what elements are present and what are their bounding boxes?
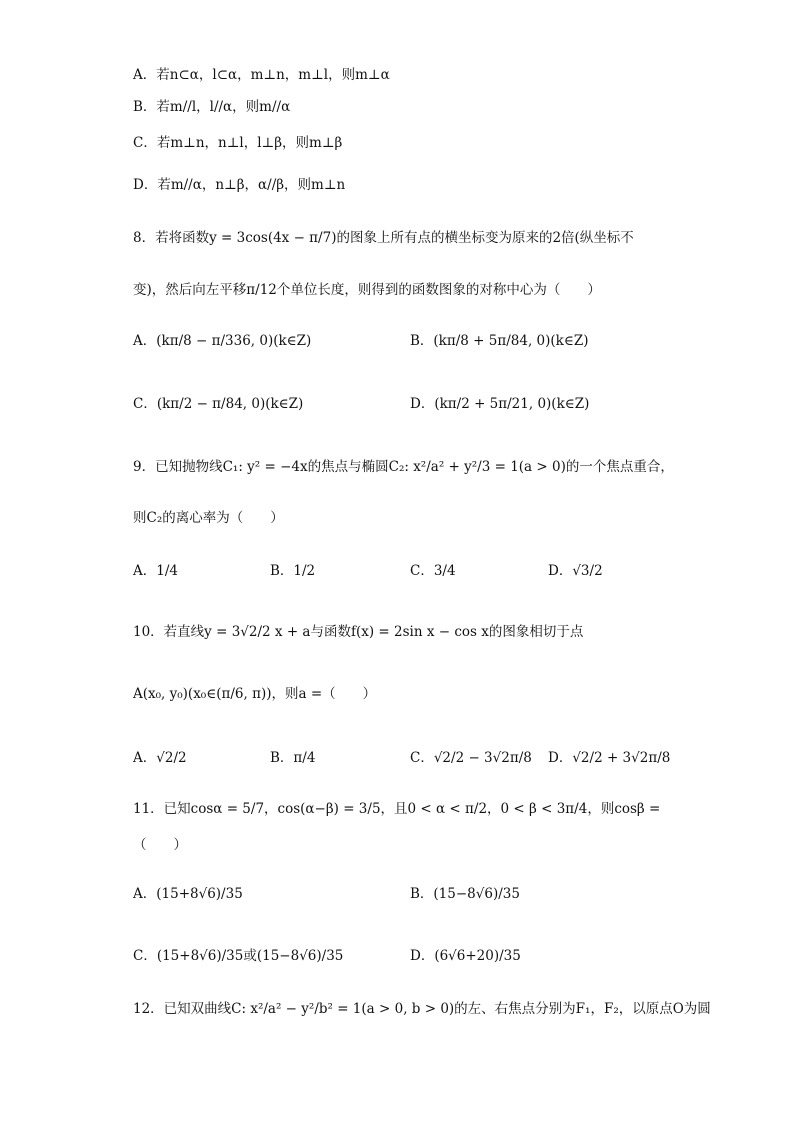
q9-option-c-text: C．3/4: [410, 563, 456, 579]
q11-option-c: [133, 946, 343, 966]
q8-option-b: [410, 331, 589, 351]
q8-option-b-text: B．(kπ/8 + 5π/84, 0)(k∈Z): [410, 333, 589, 349]
q7-option-b: [133, 97, 290, 117]
q10-option-b: [270, 748, 315, 768]
q9-option-d-text: D．√3/2: [548, 563, 603, 579]
q11-option-a-text: A．(15+8√6)/35: [133, 886, 243, 902]
q8-option-d: [410, 394, 589, 414]
q10-option-a-text: A．√2/2: [133, 750, 187, 766]
q10-stem-line1: [133, 622, 583, 642]
q8-option-a: [133, 331, 311, 351]
q7-option-b-text: B．若m//l，l//α，则m//α: [133, 99, 291, 115]
q10-option-d-text: D．√2/2 + 3√2π/8: [548, 750, 671, 766]
q10-stem-line2: [133, 684, 376, 704]
q8-stem-line2-text: 变)，然后向左平移π/12个单位长度，则得到的函数图象的对称中心为（ ）: [133, 282, 601, 298]
q9-option-a-text: A．1/4: [133, 563, 178, 579]
q11-stem-line1: [133, 799, 660, 819]
q9-option-d: [548, 561, 603, 581]
q9-option-c: [410, 561, 456, 581]
q9-stem-line1: [133, 457, 674, 477]
q8-option-c-text: C．(kπ/2 − π/84, 0)(k∈Z): [133, 396, 304, 412]
q7-option-a: [133, 65, 390, 85]
q10-option-c-text: C．√2/2 − 3√2π/8: [410, 750, 532, 766]
q7-option-a-text: A．若n⊂α，l⊂α，m⊥n，m⊥l，则m⊥α: [133, 67, 390, 83]
q8-stem-line2: [133, 280, 601, 300]
q7-option-d-text: D．若m//α，n⊥β，α//β，则m⊥n: [133, 177, 346, 193]
q11-option-d: [410, 946, 521, 966]
q11-option-c-text: C．(15+8√6)/35或(15−8√6)/35: [133, 948, 344, 964]
q11-option-b-text: B．(15−8√6)/35: [410, 886, 520, 902]
q9-option-b: [270, 561, 315, 581]
q9-stem-line1-text: 9．已知抛物线C₁: y² = −4x的焦点与椭圆C₂: x²/a² + y²/3 = 1(a > 0)的一个焦点重合，: [133, 459, 674, 475]
q9-stem-line2: [133, 508, 284, 528]
q9-option-a: [133, 561, 178, 581]
q10-stem-line2-text: A(x₀, y₀)(x₀∈(π/6, π))，则a =（ ）: [133, 686, 377, 702]
q11-stem-line2: [133, 835, 187, 855]
q8-stem-line1-text: 8．若将函数y = 3cos(4x − π/7)的图象上所有点的横坐标变为原来的2倍(纵坐标不: [133, 230, 634, 246]
q8-option-d-text: D．(kπ/2 + 5π/21, 0)(k∈Z): [410, 396, 590, 412]
q11-option-d-text: D．(6√6+20)/35: [410, 948, 521, 964]
q10-stem-line1-text: 10．若直线y = 3√2/2 x + a与函数f(x) = 2sin x − cos x的图象相切于点: [133, 624, 584, 640]
q7-option-c-text: C．若m⊥n，n⊥l，l⊥β，则m⊥β: [133, 135, 343, 151]
q8-option-a-text: A．(kπ/8 − π/336, 0)(k∈Z): [133, 333, 312, 349]
q10-option-d: [548, 748, 670, 768]
q10-option-a: [133, 748, 187, 768]
q7-option-d: [133, 175, 345, 195]
q10-option-b-text: B．π/4: [270, 750, 316, 766]
q10-option-c: [410, 748, 532, 768]
q11-stem-line1-text: 11．已知cosα = 5/7，cos(α−β) = 3/5，且0 < α < π/2，0 < β < 3π/4，则cosβ =: [133, 801, 661, 817]
q11-stem-line2-text: （ ）: [133, 837, 187, 853]
q8-option-c: [133, 394, 303, 414]
q11-option-a: [133, 884, 243, 904]
q8-stem-line1: [133, 228, 634, 248]
q11-option-b: [410, 884, 520, 904]
q7-option-c: [133, 133, 342, 153]
q12-stem-line1-text: 12．已知双曲线C: x²/a² − y²/b² = 1(a > 0, b > 0)的左、右焦点分别为F₁，F₂，以原点O为圆: [133, 1001, 711, 1017]
q9-stem-line2-text: 则C₂的离心率为（ ）: [133, 510, 284, 526]
q12-stem-line1: [133, 999, 711, 1019]
q9-option-b-text: B．1/2: [270, 563, 316, 579]
